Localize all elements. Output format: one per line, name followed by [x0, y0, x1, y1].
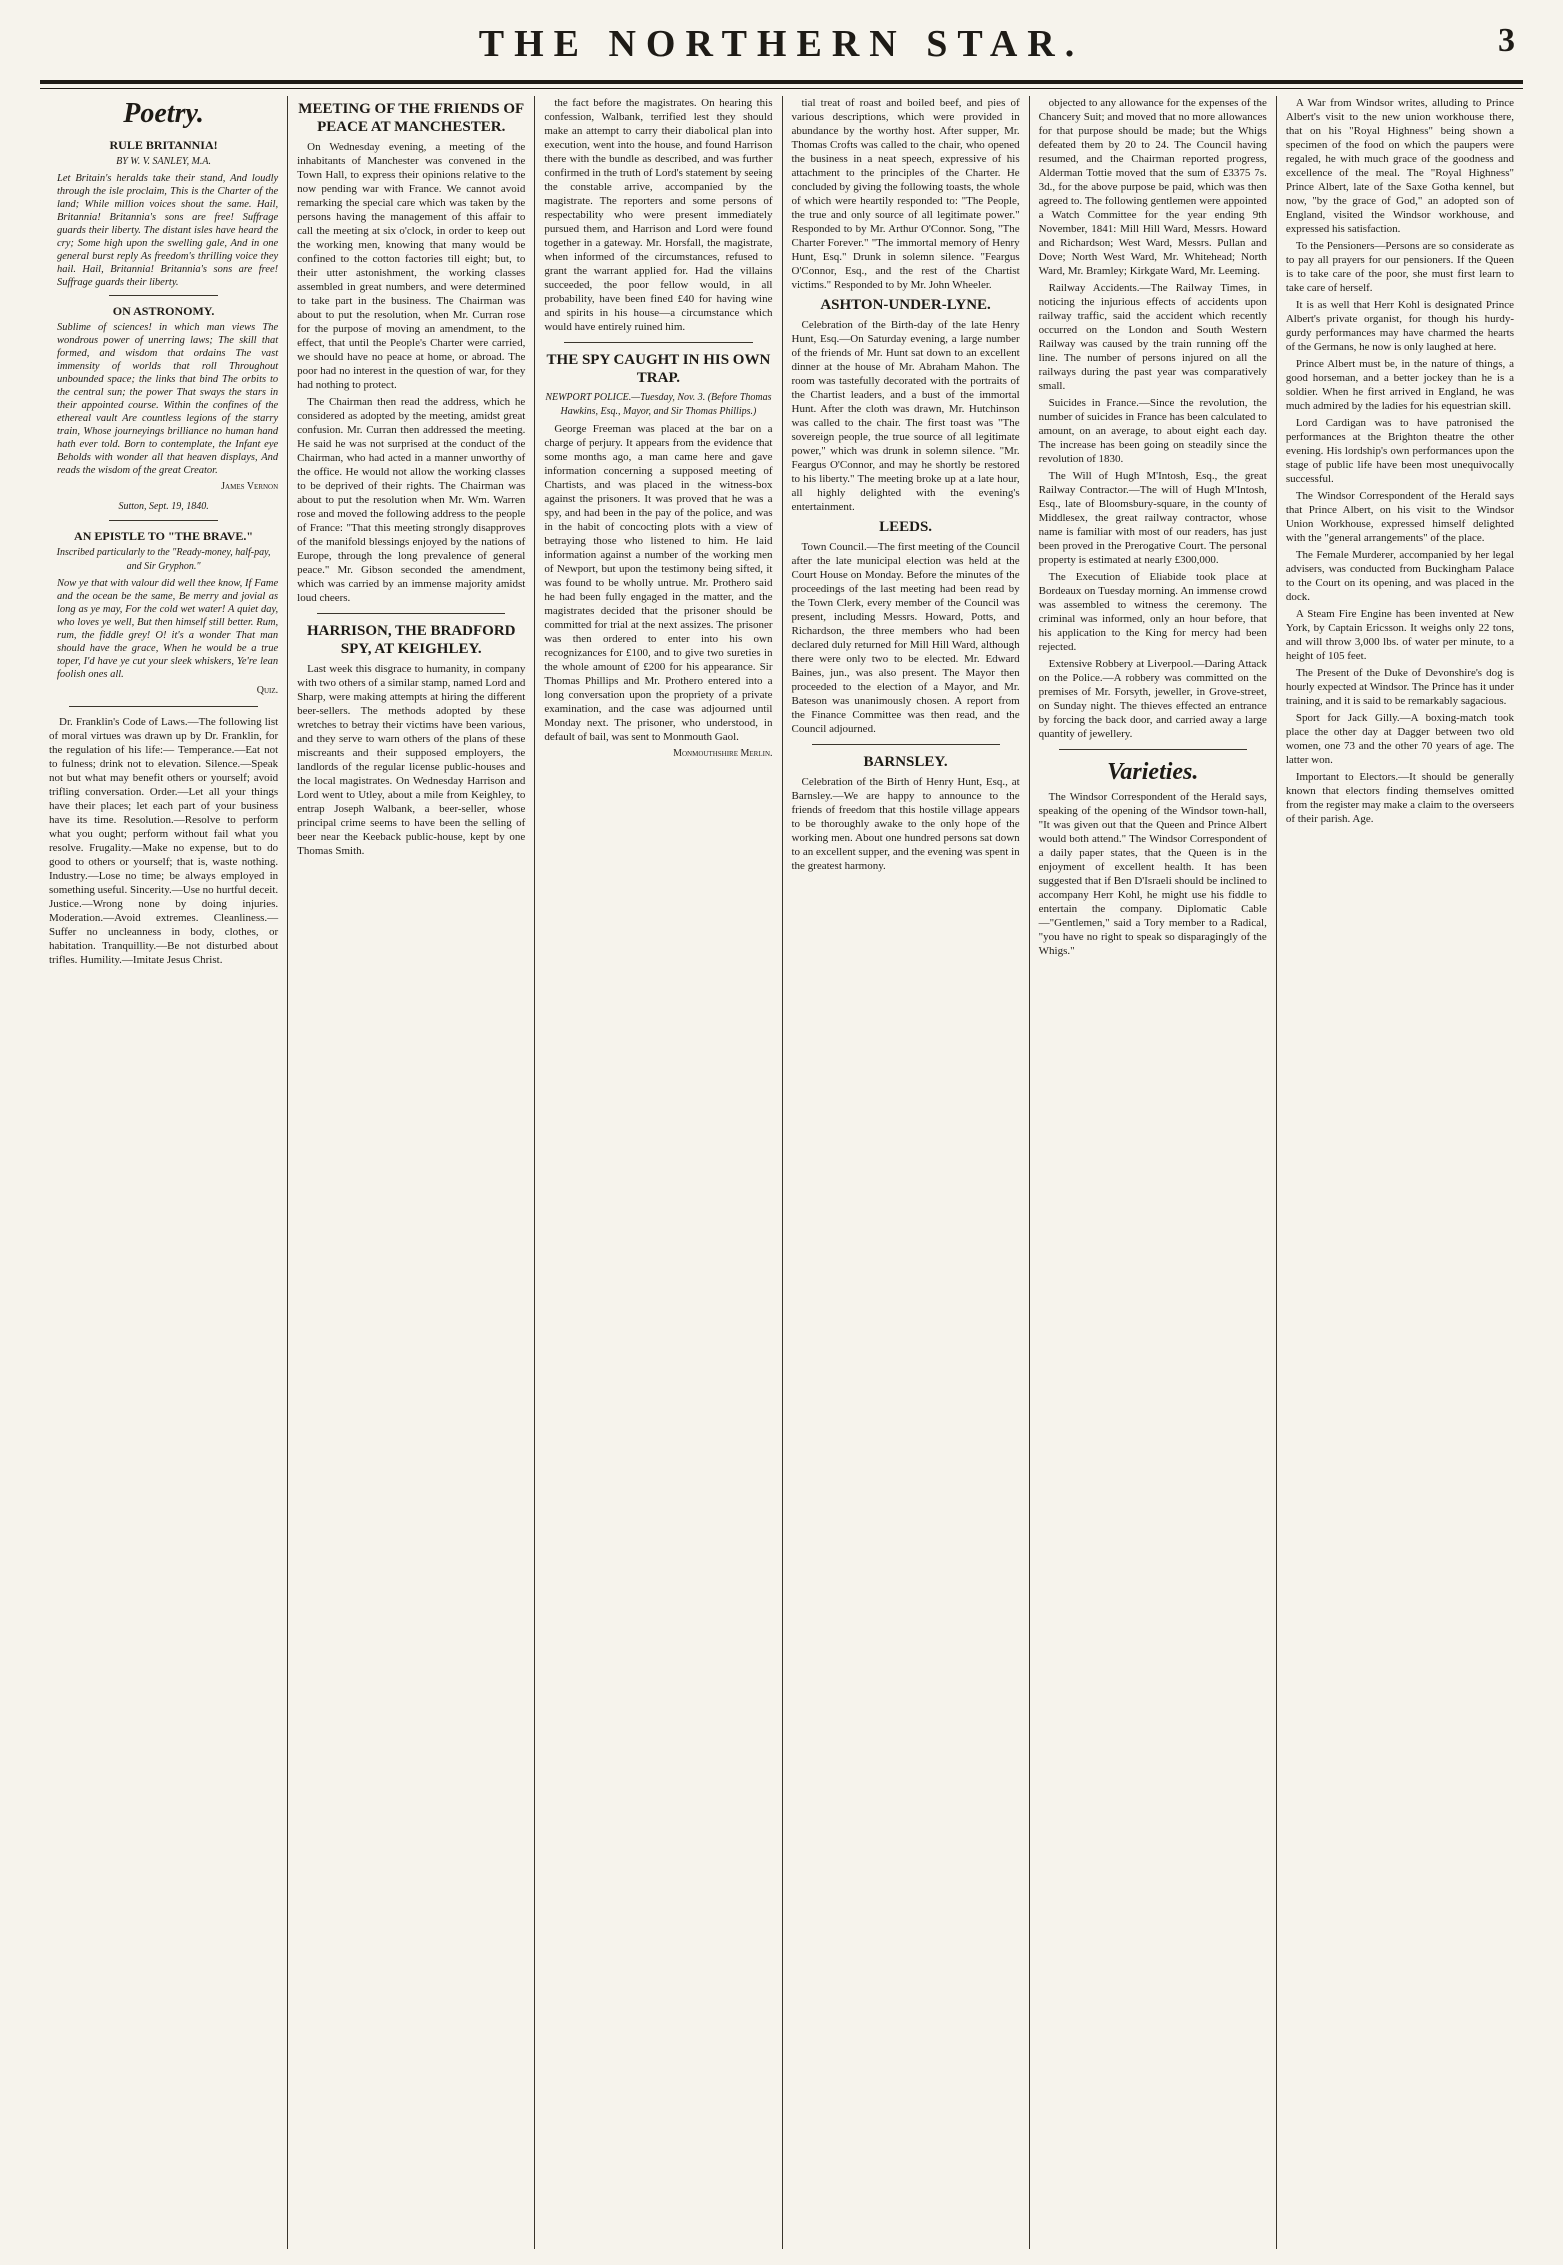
variety-item: It is as well that Herr Kohl is designated Prince Albert's private organist, for though his hurdy-gurdy performances may have charmed the hearts of the Germans, he now is only laughed at here.: [1285, 299, 1514, 353]
variety-item: Lord Cardigan was to have patronised the performances at the Brighton theatre the other evening. His lordship's own performances upon the stage of public life have been most unequivocally successful.: [1285, 417, 1514, 485]
headline-bradford-spy: HARRISON, THE BRADFORD SPY, AT KEIGHLEY.: [306, 623, 516, 657]
columns-grid: [40, 96, 1523, 2249]
article-spy-caught: George Freeman was placed at the bar on a charge of perjury. It appears from the evidence that some months ago, a man came here and gave information concerning a supposed meeting of Chartists, and was placed in the witness-box against the prisoners. It was proved that he was a spy, and had been in the pay of the police, and was in the habit of concocting plots with a view of betraying those who listened to him. He laid information against a number of the working men of Newport, but upon the testimony being sifted, it was found to be wholly untrue. Mr. Prothero said he had been fully engaged in the matter, and the magistrates decided that the prisoner should be committed for trial at the next assizes. The prisoner was then ordered to enter into his own recognizances for £100, and to give two sureties in the whole amount of £200 for his appearance. Sir Thomas Phillips and Mr. Prothero entered into a long conversation upon the propriety of a private examination, and the case was adjourned until Monday next. The prisoner, who understood, in default of bail, was sent to Monmouth Gaol.: [544, 423, 773, 743]
variety-item: A War from Windsor writes, alluding to Prince Albert's visit to the new union workhouse there, that on his "Royal Highness" being shown a specimen of the food on which the paupers were regaled, he with much grace of the goodness and excellence of the meal. The "Royal Highness" Prince Albert, late of the Saxe Gotha kennel, but now, "by the grace of God," an adopted son of England, visited the Windsor workhouse, and expressed his satisfaction.: [1285, 97, 1514, 235]
article-peace-meeting-part1: On Wednesday evening, a meeting of the inhabitants of Manchester was convened in the Town Hall, to express their opinions relative to the now pending war with France. We cannot avoid remarking the special care which was taken by the persons having the management of this affair to call the meeting at six o'clock, in order to keep out the working men, knowing that many would be confined to the cotton factories till eight; but, to their utter astonishment, the working classes assembled in great numbers, and were determined to take part in the business. The Chairman was about to put the resolution, when Mr. Curran rose for the purpose of moving an amendment, to the effect, that until the People's Charter were carried, we should have no peace at home, or abroad. The poor had no interest in the question of war, for they had nothing to protect.: [297, 141, 526, 391]
column-3: [534, 96, 781, 2249]
variety-item: To the Pensioners—Persons are so considerate as to pay all prayers for our pensioners. If the Queen is to take care of the poor, she must first learn to take care of herself.: [1285, 240, 1514, 294]
column-2: [287, 96, 534, 2249]
divider: [1059, 749, 1247, 750]
article-supper-continued: tial treat of roast and boiled beef, and pies of various descriptions, which were provided in abundance by the worthy host. After supper, Mr. Thomas Crofts was called to the chair, who opened the business in a neat speech, expressive of his attachment to the principles of the Charter. He concluded by giving the following toasts, the whole of which were heartily responded to: "The People, the true and only source of all legitimate power." Responded to by Mr. Arthur O'Connor. Song, "The Charter Forever." "The immortal memory of Henry Hunt, Esq." Drunk in solemn silence. "Feargus O'Connor, Esq., and the rest of the Chartist victims." Responded to by Mr. John Wheeler.: [791, 97, 1020, 291]
article-barnsley: Celebration of the Birth of Henry Hunt, Esq., at Barnsley.—We are happy to announce to the friends of freedom that this hostile village appears to be thoroughly awake to the only hope of the working men. About one hundred persons sat down to an excellent supper, and the evening was spent in the greatest harmony.: [791, 776, 1020, 872]
article-leeds-continued: objected to any allowance for the expenses of the Chancery Suit; and moved that no more allowances for that purpose should be made; but the Whigs defeated them by 20 to 24. The Council having resumed, and the Chairman reported progress, Alderman Tottie moved that the sum of £3375 7s. 3d., for the above purpose be paid, which was then agreed to. The following gentlemen were appointed a Watch Committee for the year ending 9th November, 1841: Mill Hill Ward, Messrs. Howard and Richardson; West Ward, Messrs. Pullan and Dove; North West Ward, Mr. Whitehead; North Ward, Mr. Bramley; Kirkgate Ward, Mr. Leeming.: [1038, 97, 1267, 277]
source-signature: Monmouthshire Merlin.: [673, 748, 773, 759]
masthead-rule-thin: [40, 88, 1523, 89]
article-liverpool-robbery: Extensive Robbery at Liverpool.—Daring Attack on the Police.—A robbery was committed on the premises of Mr. Forsyth, jeweller, in Grove-street, on Sunday night. The thieves effected an entrance by forcing the back door, and carried away a large quantity of jewellery.: [1038, 658, 1267, 740]
newspaper-title: THE NORTHERN STAR.: [478, 23, 1085, 65]
variety-item: A Steam Fire Engine has been invented at New York, by Captain Ericsson. It weighs only 22 tons, and will throw 3,000 lbs. of water per minute, to a height of 105 feet.: [1285, 608, 1514, 662]
article-franklin-code: Dr. Franklin's Code of Laws.—The following list of moral virtues was drawn up by Dr. Franklin, for the regulation of his life:— Temperance.—Eat not to fulness; drink not to elevation. Silence.—Speak not but what may benefit others or yourself; avoid trifling conversation. Order.—Let all your things have their places; let each part of your business have its time. Resolution.—Resolve to perform what you ought; perform without fail what you resolve. Frugality.—Make no expense, but to do good to others or yourself; that is, waste nothing. Industry.—Lose no time; be always employed in something useful. Sincerity.—Use no hurtful deceit. Justice.—Wrong none by doing injuries. Moderation.—Avoid extremes. Cleanliness.—Suffer no uncleanness in body, clothes, or habitation. Tranquillity.—Be not disturbed about trifles. Humility.—Imitate Jesus Christ.: [49, 716, 279, 966]
article-varieties: The Windsor Correspondent of the Herald says, speaking of the opening of the Windsor town-hall, "It was given out that the Queen and Prince Albert would both attend." The Windsor Correspondent of a daily paper states, that the Queen is in the enjoyment of excellent health. It has been suggested that if Ben D'Israeli should be inclined to accompany Herr Kohl, he might use his fiddle to entertain the company. Diplomatic Cable—"Gentlemen," said a Tory member to a Radical, "you have no right to speak so disparagingly of the Whigs.": [1038, 791, 1267, 957]
article-leeds: Town Council.—The first meeting of the Council after the late municipal election was held at the Court House on Monday. Before the minutes of the proceedings of the last meeting had been read by the Town Clerk, every member of the Council was present, including Messrs. Howard, Potts, and Richardson, the three members who had been declared duly returned for Mill Hill Ward, although there were only two to be elected. Mr. Edward Baines, jun., was also present. The Mayor then proceeded to the election of a Mayor, and Mr. Bateson was unanimously chosen. A report from the Finance Committee was then read, and the Council adjourned.: [791, 541, 1020, 735]
variety-item: The Female Murderer, accompanied by her legal advisers, was conducted from Buckingham Palace to the Court on its opening, and was placed in the dock.: [1285, 549, 1514, 603]
page-number: 3: [1498, 22, 1515, 59]
headline-spy-caught: THE SPY CAUGHT IN HIS OWN TRAP.: [546, 352, 771, 386]
poem-title-astronomy: ON ASTRONOMY.: [112, 304, 215, 318]
column-5: [1029, 96, 1276, 2249]
masthead: [40, 14, 1523, 80]
article-railway-accidents: Railway Accidents.—The Railway Times, in noticing the injurious effects of accidents upon railway traffic, said the accident which recently occurred on the London and South Western Railway was caused by the train running off the line. The number of persons injured on all the railways during the past year was comparatively small.: [1038, 282, 1267, 392]
variety-item: Prince Albert must be, in the nature of things, a good horseman, and a better jockey than he is a soldier. When he first arrived in England, he was much admired by the ladies for his equestrian skill.: [1285, 358, 1514, 412]
headline-barnsley: BARNSLEY.: [863, 754, 948, 770]
divider: [69, 706, 258, 707]
headline-peace-meeting: MEETING OF THE FRIENDS OF PEACE AT MANCHESTER.: [298, 101, 525, 135]
poem-byline: BY W. V. SANLEY, M.A.: [116, 156, 212, 167]
poem-text-epistle: Now ye that with valour did well thee know, If Fame and the ocean be the same, Be merry and jovial as long as ye may, For the cold wet water! A quiet day, who loves ye well, But then himself still better. Rum, rum, the fiddle grey! O! it's a wonder That man should have the grace, When he would be a true toper, I'd have ye cut your sleek whiskers, Ye're lean foolish ones all.: [57, 578, 279, 680]
divider: [317, 613, 505, 614]
column-4: [782, 96, 1029, 2249]
column-6: [1276, 96, 1523, 2249]
article-peace-meeting-part2: The Chairman then read the address, which he considered as adopted by the meeting, amidst great confusion. Mr. Curran then addressed the meeting. He said he was not surprised at the conduct of the Chairman, who had acted in a manner unworthy of the office. He would not allow the working classes to be deprived of their rights. The Chairman was about to put the resolution when Mr. Wm. Warren rose and moved the following address to the people of France: "That this meeting strongly disapproves of the manifold blessings enjoyed by the nations of Europe, through the long prevalence of general peace." Mr. Gibson seconded the amendment, which was carried by an immense majority amidst loud cheers.: [297, 396, 526, 604]
divider: [812, 744, 1000, 745]
headline-ashton: ASHTON-UNDER-LYNE.: [820, 297, 991, 313]
poem-signature: James Vernon: [221, 481, 279, 492]
variety-item: The Present of the Duke of Devonshire's dog is hourly expected at Windsor. The Prince has it under training, and it is said to be remarkably sagacious.: [1285, 667, 1514, 707]
poem-title-rule-britannia: RULE BRITANNIA!: [109, 138, 218, 152]
article-suicides-france: Suicides in France.—Since the revolution, the number of suicides in France has been calculated to amount, on an average, to about eight each day. The increase has been going on steadily since the revolution of 1830.: [1038, 397, 1267, 465]
poem-title-epistle: AN EPISTLE TO "THE BRAVE.": [74, 529, 254, 543]
variety-item: Important to Electors.—It should be generally known that electors finding themselves omitted from the register may make a claim to the overseers of their parish. Age.: [1285, 771, 1514, 825]
divider: [109, 520, 218, 521]
headline-leeds: LEEDS.: [879, 519, 933, 535]
article-execution-eliabide: The Execution of Eliabide took place at Bordeaux on Tuesday morning. An immense crowd was assembled to witness the ceremony. The criminal was informed, only an hour before, that his application to the King for mercy had been rejected.: [1038, 571, 1267, 653]
poem-text-astronomy: Sublime of sciences! in which man views The wondrous power of unerring laws; The skill that formed, and wisdom that ordains The vast immensity of worlds that roll Throughout unbounded space; the links that bind The orbits to the central sun; the power That sways the stars in their appointed course. Within the confines of the ethereal vault Are countless legions of the starry train, Whose journeyings brilliance no human hand hath ever told. Born to contemplate, the Infant eye Beholds with wonder all that heaven displays, And reads the wisdom of the great Creator.: [57, 322, 279, 476]
poem-place-date: Sutton, Sept. 19, 1840.: [118, 501, 209, 512]
subhead-newport-police: NEWPORT POLICE.—Tuesday, Nov. 3. (Before Thomas Hawkins, Esq., Mayor, and Sir Thomas Phillips.): [545, 392, 772, 417]
masthead-rule-thick: [40, 80, 1523, 84]
section-heading-poetry: Poetry.: [123, 98, 204, 129]
poem-signature-quiz: Quiz.: [256, 685, 279, 696]
divider: [109, 295, 218, 296]
variety-item: Sport for Jack Gilly.—A boxing-match took place the other day at Dagger between two old women, one 73 and the other 70 years of age. The latter won.: [1285, 712, 1514, 766]
article-bradford-spy: Last week this disgrace to humanity, in company with two others of a similar stamp, named Lord and Sharp, were making attempts at hiring the different beer-sellers. The methods adopted by these wretches to betray their victims have been various, and they serve to warn others of the plans of these miscreants and their supposed employers, the landlords of the regular license public-houses and the local magistrates. On Wednesday Harrison and Lord went to Utley, about a mile from Keighley, to entrap Joseph Walbank, a beer-seller, whose principal crime seems to have been the selling of beer near the Keeback public-house, kept by one Thomas Smith.: [297, 663, 526, 857]
variety-item: The Windsor Correspondent of the Herald says that Prince Albert, on his visit to the Windsor Union Workhouse, expressed himself delighted with the "general arrangements" of the place.: [1285, 490, 1514, 544]
column-1: [40, 96, 287, 2249]
article-will-mintosh: The Will of Hugh M'Intosh, Esq., the great Railway Contractor.—The will of Hugh M'Intosh, Esq., late of Bloomsbury-square, in the county of Middlesex, the great railway contractor, whose name is familiar with most of our readers, has just been proved in the Prerogative Court. The personal property is estimated at nearly £300,000.: [1038, 470, 1267, 566]
article-bradford-spy-continued: the fact before the magistrates. On hearing this confession, Walbank, terrified lest they should make an attempt to carry their diabolical plan into execution, went into the house, and found Harrison there with the bundle as described, and was further confirmed in the truth of Lord's statement by seeing the constable arrive, accompanied by the magistrate. The reporters and some persons of respectability who were present immediately pursued them, and Harrison and Lord were found together in a gateway. Mr. Horsfall, the magistrate, when informed of the circumstances, refused to grant the warrant applied for. Had the villains succeeded, the poor fellow would, in all probability, have been fined £40 for having wine and spirits in his house—a circumstance which would have entirely ruined him.: [544, 97, 773, 333]
article-ashton: Celebration of the Birth-day of the late Henry Hunt, Esq.—On Saturday evening, a large number of the friends of Mr. Hunt sat down to an excellent dinner at the house of Mr. Abraham Mahon. The room was tastefully decorated with the portraits of the Chartist leaders, and a bust of the immortal Hunt. After the cloth was drawn, Mr. Hutchinson was called to the chair. The first toast was "The sovereign people, the true source of all legitimate power," which was drunk in solemn silence. "Mr. Feargus O'Connor, and may he shortly be restored to his liberty." The meeting broke up at a late hour, all highly delighted with the evening's entertainment.: [791, 319, 1020, 513]
divider: [564, 342, 752, 343]
poem-inscription: Inscribed particularly to the "Ready-money, half-pay, and Sir Gryphon.": [56, 547, 271, 572]
poem-text-rule-britannia: Let Britain's heralds take their stand, And loudly through the isle proclaim, This is the Charter of the land; While million voices shout the same. Hail, Britannia! Britannia's sons are free! Suffrage guards their liberty. The distant isles have heard the cry; Some high upon the swelling gale, And in one general burst reply As freedom's thrilling voice they hail. Hail, Britannia! Britannia's sons are free! Suffrage guards their liberty.: [57, 173, 279, 288]
section-heading-varieties: Varieties.: [1107, 759, 1199, 785]
